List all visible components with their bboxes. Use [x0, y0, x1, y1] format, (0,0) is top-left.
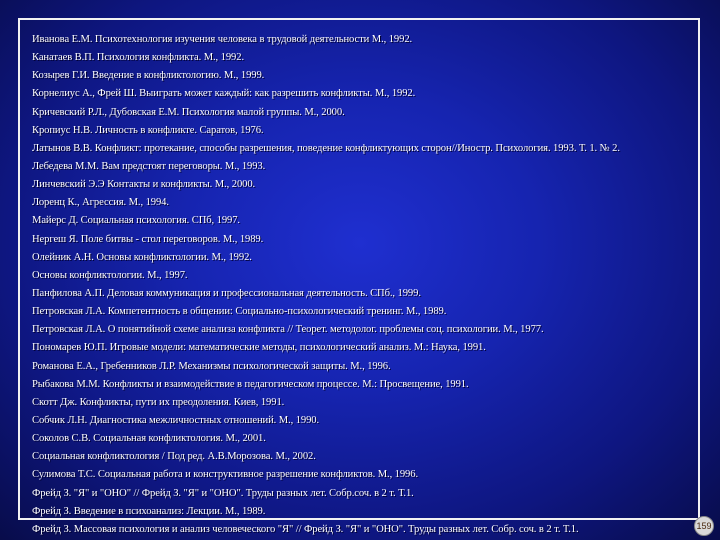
- reference-item: Панфилова А.П. Деловая коммуникация и профессиональная деятельность. СПб., 1999.: [32, 287, 421, 299]
- reference-item: Фрейд З. Массовая психология и анализ человеческого "Я" // Фрейд З. "Я" и "ОНО". Труды разных лет. Собр. соч. в 2 т. Т.1.: [32, 523, 579, 535]
- reference-item: Петровская Л.А. О понятийной схеме анализа конфликта // Теорет. методолог. проблемы соц. психологии. М., 1977.: [32, 324, 544, 336]
- reference-item: Нергеш Я. Поле битвы - стол переговоров. М., 1989.: [32, 233, 264, 245]
- reference-item: Фрейд З. "Я" и "ОНО" // Фрейд З. "Я" и "ОНО". Труды разных лет. Собр.соч. в 2 т. Т.1.: [32, 487, 414, 499]
- reference-item: Рыбакова М.М. Конфликты и взаимодействие в педагогическом процессе. М.: Просвещение, 1991.: [32, 378, 469, 390]
- reference-item: Лебедева М.М. Вам предстоят переговоры. М., 1993.: [32, 160, 266, 172]
- reference-item: Скотт Дж. Конфликты, пути их преодоления. Киев, 1991.: [32, 396, 285, 408]
- reference-item: Романова Е.А., Гребенников Л.Р. Механизмы психологической защиты. М., 1996.: [32, 360, 391, 372]
- reference-item: Латынов В.В. Конфликт: протекание, способы разрешения, поведение конфликтующих сторон//Иностр. Психология. 1993. Т. 1. № 2.: [32, 142, 620, 154]
- reference-item: Корнелиус А., Фрей Ш. Выиграть может каждый: как разрешить конфликты. М., 1992.: [32, 88, 416, 100]
- reference-item: Основы конфликтологии. М., 1997.: [32, 269, 188, 281]
- reference-item: Козырев Г.И. Введение в конфликтологию. М., 1999.: [32, 70, 265, 82]
- reference-item: Олейник А.Н. Основы конфликтологии. М., 1992.: [32, 251, 252, 263]
- reference-item: Социальная конфликтология / Под ред. А.В.Морозова. М., 2002.: [32, 451, 316, 463]
- reference-list: [32, 31, 692, 539]
- reference-item: Линчевский Э.Э Контакты и конфликты. М., 2000.: [32, 179, 256, 191]
- reference-item: Соколов С.В. Социальная конфликтология. М., 2001.: [32, 433, 266, 445]
- reference-item: Канатаев В.П. Психология конфликта. М., 1992.: [32, 52, 244, 64]
- reference-item: Собчик Л.Н. Диагностика межличностных отношений. М., 1990.: [32, 414, 320, 426]
- reference-item: Майерс Д. Социальная психология. СПб, 1997.: [32, 215, 240, 227]
- reference-item: Кричевский Р.Л., Дубовская Е.М. Психология малой группы. М., 2000.: [32, 106, 345, 118]
- reference-item: Иванова Е.М. Психотехнология изучения человека в трудовой деятельности М., 1992.: [32, 34, 413, 45]
- reference-item: Фрейд З. Введение в психоанализ: Лекции. М., 1989.: [32, 505, 266, 517]
- reference-item: Лоренц К., Агрессия. М., 1994.: [32, 197, 169, 209]
- reference-item: Пономарев Ю.П. Игровые модели: математические методы, психологический анализ. М.: Наука, 1991.: [32, 342, 486, 354]
- reference-item: Петровская Л.А. Компетентность в общении: Социально-психологический тренинг. М., 1989.: [32, 306, 447, 318]
- page-number-badge: 159: [694, 516, 714, 536]
- reference-item: Кропиус Н.В. Личность в конфликте. Саратов, 1976.: [32, 124, 264, 136]
- reference-item: Сулимова Т.С. Социальная работа и конструктивное разрешение конфликтов. М., 1996.: [32, 469, 419, 481]
